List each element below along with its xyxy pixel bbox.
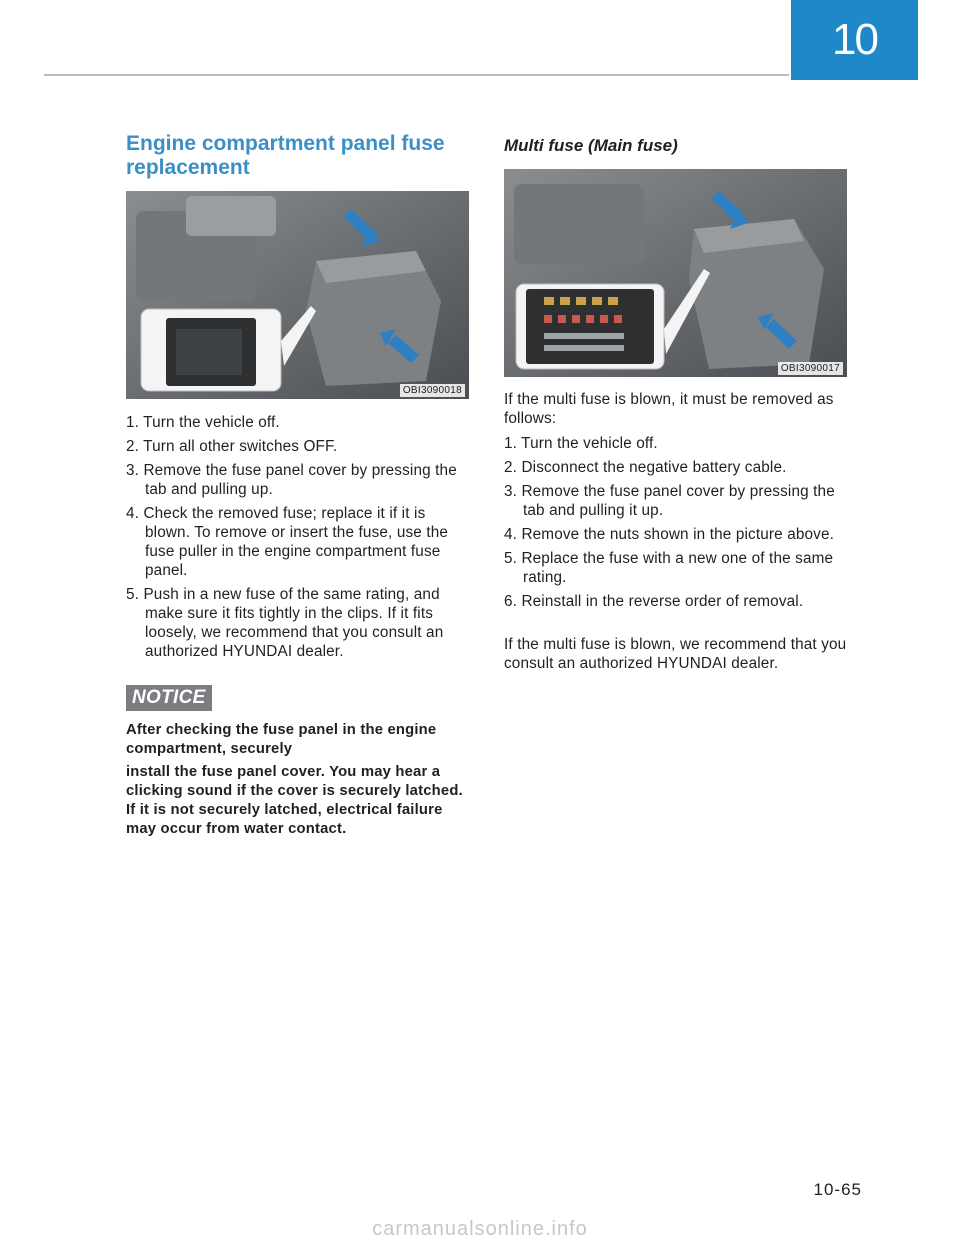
page-number: 10-65: [813, 1180, 862, 1199]
section-title: Multi fuse (Main fuse): [504, 136, 678, 155]
section-title: Engine compartment panel fuse replacement: [126, 132, 445, 179]
notice-text: install the fuse panel cover. You may hear a clicking sound if the cover is securely latched. If it is not securely latched, electrical failure may occur from water contact.: [126, 764, 463, 837]
list-item: 5. Push in a new fuse of the same rating, and make sure it fits tightly in the clips. If it fits loosely, we recommend that you consult an authorized HYUNDAI dealer.: [126, 586, 444, 660]
notice-text: After checking the fuse panel in the engine compartment, securely: [126, 722, 437, 757]
procedure-steps: [126, 413, 470, 661]
engine-bay-illustration: [504, 169, 847, 377]
engine-fuse-panel-photo: [126, 191, 469, 399]
figure-code: OBI3090018: [400, 384, 465, 397]
list-item: 4. Remove the nuts shown in the picture above.: [504, 526, 835, 543]
closing-text: If the multi fuse is blown, we recommend that you consult an authorized HYUNDAI dealer.: [504, 636, 847, 672]
intro-text: If the multi fuse is blown, it must be removed as follows:: [504, 391, 834, 427]
list-item: 2. Turn all other switches OFF.: [126, 438, 338, 455]
list-item: 3. Remove the fuse panel cover by pressing the tab and pulling it up.: [504, 483, 835, 519]
engine-bay-illustration: [126, 191, 469, 399]
list-item: 3. Remove the fuse panel cover by pressing the tab and pulling up.: [126, 462, 457, 498]
header-rule: [44, 74, 789, 76]
list-item: 1. Turn the vehicle off.: [126, 414, 280, 431]
left-column: [126, 132, 470, 839]
multi-fuse-photo: [504, 169, 847, 377]
notice-badge: NOTICE: [126, 685, 212, 711]
figure-code: OBI3090017: [778, 362, 843, 375]
list-item: 2. Disconnect the negative battery cable.: [504, 459, 787, 476]
procedure-steps: [504, 434, 849, 611]
list-item: 1. Turn the vehicle off.: [504, 435, 658, 452]
notice-block: [126, 685, 470, 839]
list-item: 5. Replace the fuse with a new one of the same rating.: [504, 550, 834, 586]
right-column: [504, 132, 849, 673]
chapter-tab: 10: [791, 0, 918, 80]
list-item: 6. Reinstall in the reverse order of removal.: [504, 593, 804, 610]
watermark: carmanualsonline.info: [372, 1218, 588, 1240]
list-item: 4. Check the removed fuse; replace it if it is blown. To remove or insert the fuse, use the fuse puller in the engine compartment fuse panel.: [126, 505, 449, 579]
